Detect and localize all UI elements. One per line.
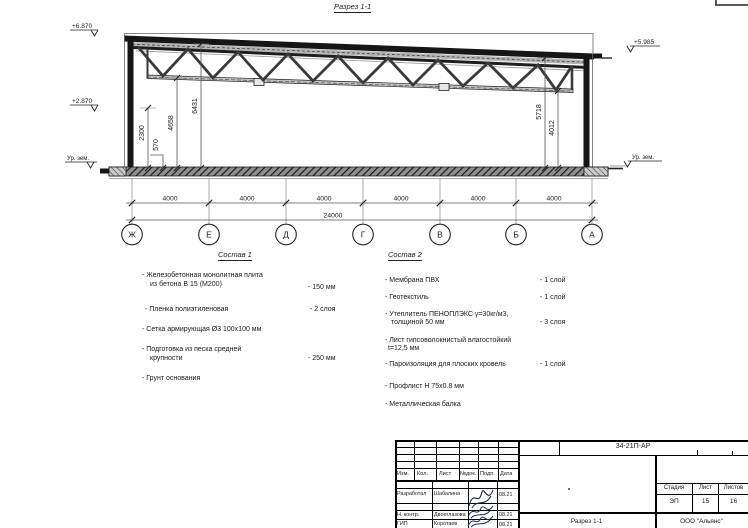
comp1-item-line: крупности [150, 355, 183, 362]
titleblock-line [655, 483, 748, 484]
signature-icon [465, 514, 497, 528]
comp2-item-line: - Пароизоляция для плоских кровель [385, 361, 506, 368]
comp2-item-line: - Металлическая балка [385, 401, 461, 408]
titleblock-line [395, 480, 518, 482]
comp2-item-value: - 1 слой [540, 294, 566, 301]
comp1-item-line: - Железобетонная монолитная плита [142, 272, 263, 279]
titleblock-line [395, 519, 518, 520]
tb-name: Двоеглазова [434, 511, 466, 518]
axis-label: А [589, 229, 595, 240]
section-title: Разрез 1-1 [334, 2, 372, 11]
comp2-item-line: - Лист гипсоволокнистый влагостойкий [385, 337, 512, 344]
tb-name: Шабалина [434, 491, 461, 497]
comp2-item-line: t=12,5 мм [388, 345, 420, 352]
titleblock-line [498, 440, 499, 480]
elevation-value: +2.870 [72, 98, 93, 105]
axis-label: Д [283, 229, 289, 240]
dim-4000: 4000 [162, 195, 178, 203]
roof-end-cap [594, 54, 602, 59]
comp1-item-line: - Пленка полиэтиленовая [145, 306, 229, 313]
sheet-label: Лист [698, 485, 713, 491]
composition2-title: Состав 2 [388, 250, 422, 259]
comp1-item-line: - Подготовка из песка средней [142, 346, 242, 353]
elevation-value: +5.985 [634, 39, 655, 46]
company-name: ООО "Альянс" [680, 518, 723, 525]
floor-slab [109, 167, 608, 176]
dim-4012: 4012 [549, 120, 556, 136]
comp2-item-line: - Профлист Н 75x0.8 мм [385, 383, 464, 390]
dim-4658: 4658 [168, 115, 175, 131]
comp2-item-line: - Мембрана ПВХ [385, 277, 440, 284]
elevation-arrow-icon [91, 30, 98, 36]
dim-4000: 4000 [546, 195, 562, 203]
titleblock-line [655, 494, 748, 495]
comp2-item-line: толщиной 50 мм [391, 319, 445, 326]
tb-col-podp: Подп. [480, 471, 495, 477]
comp1-item-line: - Грунт основания [142, 375, 201, 382]
tb-col-ndok: №док. [460, 471, 477, 477]
elevation-mark-mid-left [70, 98, 98, 111]
titleblock-line [436, 440, 437, 480]
titleblock-border [518, 440, 520, 528]
ground-level-label: Ур. зем. [632, 155, 655, 161]
composition1-title: Состав 1 [218, 250, 252, 259]
titleblock-line [414, 440, 415, 480]
titleblock-line [697, 450, 698, 455]
tb-role: ГИП [397, 521, 408, 527]
comp2-item-value: - 1 слой [540, 361, 566, 368]
dim-24000: 24000 [323, 212, 343, 220]
tb-date: 08.21 [499, 521, 513, 528]
comp1-item-value: - 2 слоя [310, 306, 336, 313]
floor-slab-left-end [109, 167, 126, 176]
doc-number: 34-21П-АР [615, 443, 651, 450]
left-column [128, 37, 134, 168]
dim-4000: 4000 [393, 195, 409, 203]
tb-role: Н. контр. [397, 511, 420, 518]
right-column [584, 57, 590, 168]
tb-date: 08.21 [499, 492, 513, 498]
axis-label: Ж [128, 229, 136, 240]
dim-570: 570 [153, 139, 160, 151]
comp1-item-value: - 250 мм [308, 355, 336, 362]
axis-bubbles [122, 224, 603, 245]
section-name: Разрез 1-1 [570, 518, 603, 525]
tb-col-kol: Кол. [417, 471, 429, 477]
titleblock-line [478, 440, 479, 480]
elevation-arrow-icon [91, 105, 98, 111]
stage-value: ЭП [669, 498, 679, 505]
adjacent-frame-corner [716, 0, 748, 5]
sheets-value: 16 [729, 498, 738, 505]
dim-4000: 4000 [316, 195, 332, 203]
comp1-item-line: - Сетка армирующая Ø3 100x100 мм [142, 326, 262, 333]
titleblock-line [518, 455, 748, 456]
tb-col-data: Дата [500, 471, 513, 477]
elevation-mark-top-left [70, 23, 98, 36]
axis-label: Г [360, 229, 366, 240]
elevation-arrow-icon [627, 46, 634, 52]
titleblock-border [395, 440, 748, 442]
elevation-value: +6.870 [72, 23, 93, 30]
ground-level-label: Ур. зем. [67, 156, 90, 162]
dim-2300: 2300 [139, 125, 146, 141]
stray-dot-mark [568, 488, 570, 490]
titleblock-line [395, 488, 518, 489]
axis-label: Б [513, 229, 519, 240]
dim-5718: 5718 [536, 104, 543, 120]
tb-col-izm: Изм. [397, 471, 409, 477]
floor-left-stub [100, 169, 109, 174]
dim-4000: 4000 [470, 195, 486, 203]
comp2-item-line: - Геотекстиль [385, 294, 429, 301]
floor-slab-right-end [584, 167, 608, 176]
dim-6431: 6431 [192, 98, 199, 114]
tb-name: Коротаев [434, 521, 458, 527]
titleblock-line [395, 503, 518, 504]
tb-role: Разработал [397, 491, 427, 497]
section-drawing [0, 0, 748, 250]
stage-label: Стадия [663, 485, 685, 491]
comp1-item-line: из бетона В 15 (М200) [150, 281, 222, 288]
comp2-item-value: - 3 слоя [540, 319, 566, 326]
tb-col-list: Лист [439, 471, 452, 477]
titleblock-line [518, 512, 748, 514]
axis-extension-lines [132, 179, 592, 224]
title-block [395, 440, 748, 528]
sheet-value: 15 [701, 498, 710, 505]
elevation-mark-top-right [627, 39, 660, 52]
comp2-item-value: - 1 слой [540, 277, 566, 284]
titleblock-line [732, 451, 733, 455]
tb-date: 08.21 [499, 512, 513, 518]
elevation-arrow-icon [87, 162, 94, 168]
sheets-label: Листов [723, 485, 744, 491]
axis-label: Е [206, 229, 212, 240]
titleblock-line [432, 480, 433, 528]
axis-label: В [437, 229, 443, 240]
dim-4000: 4000 [239, 195, 255, 203]
comp1-item-value: - 150 мм [308, 284, 336, 291]
ground-level-mark-right [610, 155, 662, 167]
chord-splice-plate [439, 84, 449, 91]
comp2-item-line: - Утеплитель ПЕНОПЛЭКС γ=30кг/м3, [385, 311, 509, 318]
ground-level-mark-left [65, 156, 97, 168]
